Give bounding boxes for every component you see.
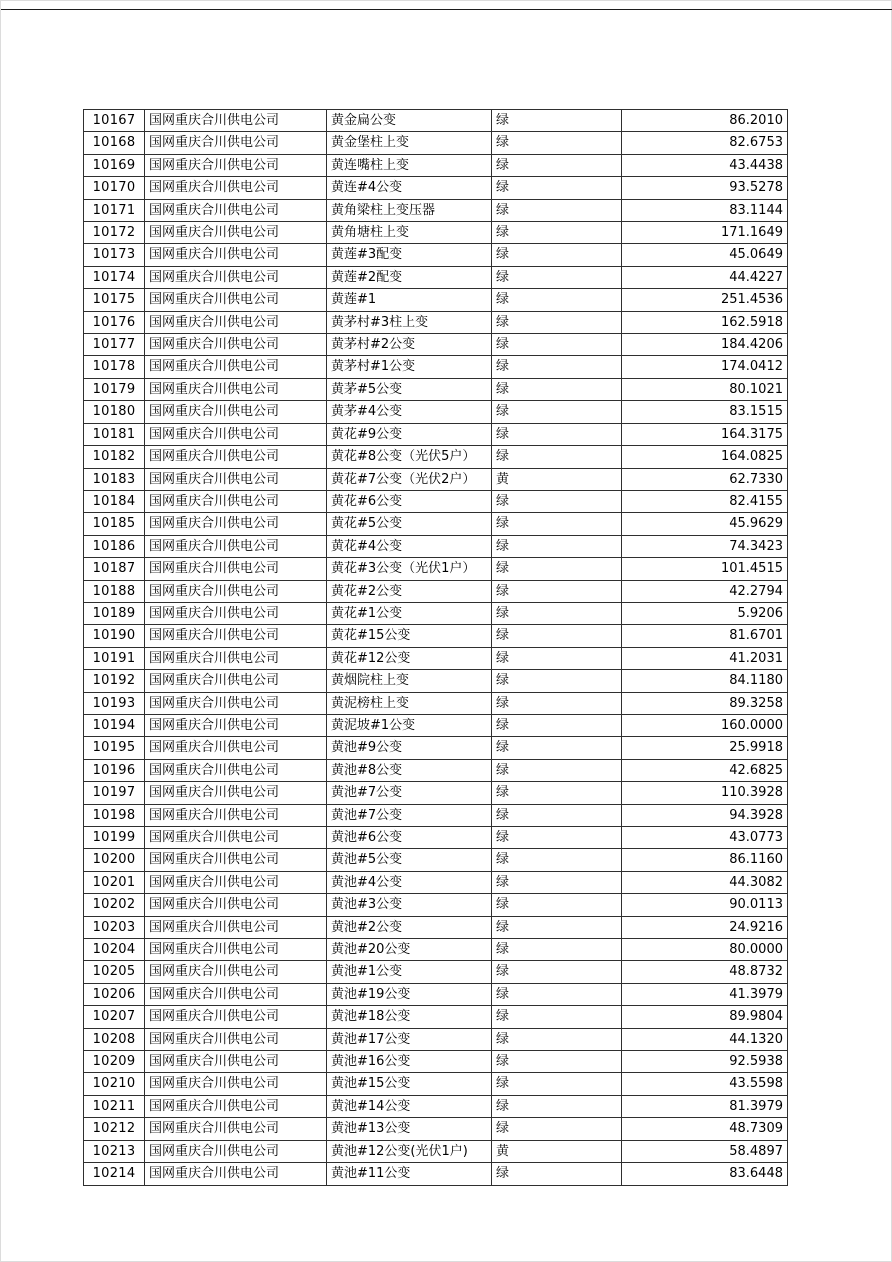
company-cell: 国网重庆合川供电公司 <box>145 782 327 804</box>
value-cell: 82.6753 <box>622 132 788 154</box>
transformer-name-cell: 黄茅村#3柱上变 <box>327 311 492 333</box>
row-id-cell: 10204 <box>84 939 145 961</box>
table-row <box>84 244 788 266</box>
company-cell: 国网重庆合川供电公司 <box>145 558 327 580</box>
row-id-cell: 10199 <box>84 827 145 849</box>
transformer-name-cell: 黄泥榜柱上变 <box>327 692 492 714</box>
row-id-cell: 10168 <box>84 132 145 154</box>
status-cell: 绿 <box>492 849 622 871</box>
transformer-name-cell: 黄烟院柱上变 <box>327 670 492 692</box>
company-cell: 国网重庆合川供电公司 <box>145 894 327 916</box>
row-id-cell: 10186 <box>84 535 145 557</box>
status-cell: 绿 <box>492 894 622 916</box>
value-cell: 86.1160 <box>622 849 788 871</box>
row-id-cell: 10181 <box>84 423 145 445</box>
status-cell: 绿 <box>492 871 622 893</box>
transformer-name-cell: 黄池#2公变 <box>327 916 492 938</box>
status-cell: 绿 <box>492 916 622 938</box>
status-cell: 绿 <box>492 782 622 804</box>
row-id-cell: 10178 <box>84 356 145 378</box>
row-id-cell: 10173 <box>84 244 145 266</box>
transformer-name-cell: 黄花#7公变（光伏2户） <box>327 468 492 490</box>
transformer-name-cell: 黄花#1公变 <box>327 602 492 624</box>
table-row <box>84 1118 788 1140</box>
table-row <box>84 714 788 736</box>
value-cell: 58.4897 <box>622 1140 788 1162</box>
company-cell: 国网重庆合川供电公司 <box>145 401 327 423</box>
status-cell: 绿 <box>492 289 622 311</box>
table-row <box>84 1028 788 1050</box>
transformer-name-cell: 黄池#19公变 <box>327 983 492 1005</box>
company-cell: 国网重庆合川供电公司 <box>145 647 327 669</box>
value-cell: 44.1320 <box>622 1028 788 1050</box>
transformer-name-cell: 黄池#1公变 <box>327 961 492 983</box>
table-row <box>84 311 788 333</box>
row-id-cell: 10167 <box>84 110 145 132</box>
table-row <box>84 423 788 445</box>
row-id-cell: 10183 <box>84 468 145 490</box>
row-id-cell: 10190 <box>84 625 145 647</box>
transformer-name-cell: 黄角梁柱上变压器 <box>327 199 492 221</box>
table-row <box>84 266 788 288</box>
table-row <box>84 513 788 535</box>
company-cell: 国网重庆合川供电公司 <box>145 737 327 759</box>
transformer-name-cell: 黄池#7公变 <box>327 804 492 826</box>
transformer-name-cell: 黄花#6公变 <box>327 490 492 512</box>
status-cell: 绿 <box>492 266 622 288</box>
value-cell: 42.6825 <box>622 759 788 781</box>
row-id-cell: 10197 <box>84 782 145 804</box>
company-cell: 国网重庆合川供电公司 <box>145 1006 327 1028</box>
table-body <box>84 110 788 1186</box>
company-cell: 国网重庆合川供电公司 <box>145 714 327 736</box>
value-cell: 44.4227 <box>622 266 788 288</box>
company-cell: 国网重庆合川供电公司 <box>145 1095 327 1117</box>
status-cell: 绿 <box>492 827 622 849</box>
table-row <box>84 468 788 490</box>
row-id-cell: 10177 <box>84 334 145 356</box>
row-id-cell: 10201 <box>84 871 145 893</box>
value-cell: 43.0773 <box>622 827 788 849</box>
company-cell: 国网重庆合川供电公司 <box>145 468 327 490</box>
status-cell: 绿 <box>492 423 622 445</box>
table-row <box>84 154 788 176</box>
row-id-cell: 10194 <box>84 714 145 736</box>
status-cell: 绿 <box>492 1051 622 1073</box>
value-cell: 160.0000 <box>622 714 788 736</box>
status-cell: 绿 <box>492 939 622 961</box>
company-cell: 国网重庆合川供电公司 <box>145 378 327 400</box>
transformer-name-cell: 黄花#4公变 <box>327 535 492 557</box>
table-row <box>84 334 788 356</box>
company-cell: 国网重庆合川供电公司 <box>145 334 327 356</box>
company-cell: 国网重庆合川供电公司 <box>145 177 327 199</box>
company-cell: 国网重庆合川供电公司 <box>145 244 327 266</box>
table-row <box>84 558 788 580</box>
row-id-cell: 10175 <box>84 289 145 311</box>
transformer-name-cell: 黄池#9公变 <box>327 737 492 759</box>
transformer-name-cell: 黄莲#1 <box>327 289 492 311</box>
row-id-cell: 10174 <box>84 266 145 288</box>
table-row <box>84 446 788 468</box>
table-row <box>84 132 788 154</box>
transformer-name-cell: 黄池#15公变 <box>327 1073 492 1095</box>
value-cell: 93.5278 <box>622 177 788 199</box>
value-cell: 45.9629 <box>622 513 788 535</box>
status-cell: 绿 <box>492 961 622 983</box>
transformer-name-cell: 黄泥坡#1公变 <box>327 714 492 736</box>
table-row <box>84 916 788 938</box>
status-cell: 绿 <box>492 1006 622 1028</box>
status-cell: 绿 <box>492 759 622 781</box>
value-cell: 84.1180 <box>622 670 788 692</box>
table-row <box>84 378 788 400</box>
row-id-cell: 10212 <box>84 1118 145 1140</box>
company-cell: 国网重庆合川供电公司 <box>145 1051 327 1073</box>
company-cell: 国网重庆合川供电公司 <box>145 670 327 692</box>
company-cell: 国网重庆合川供电公司 <box>145 804 327 826</box>
status-cell: 绿 <box>492 1163 622 1185</box>
row-id-cell: 10211 <box>84 1095 145 1117</box>
value-cell: 25.9918 <box>622 737 788 759</box>
transformer-name-cell: 黄茅#5公变 <box>327 378 492 400</box>
table-row <box>84 827 788 849</box>
company-cell: 国网重庆合川供电公司 <box>145 289 327 311</box>
row-id-cell: 10207 <box>84 1006 145 1028</box>
status-cell: 黄 <box>492 1140 622 1162</box>
table-row <box>84 356 788 378</box>
company-cell: 国网重庆合川供电公司 <box>145 513 327 535</box>
row-id-cell: 10206 <box>84 983 145 1005</box>
status-cell: 绿 <box>492 154 622 176</box>
value-cell: 92.5938 <box>622 1051 788 1073</box>
company-cell: 国网重庆合川供电公司 <box>145 199 327 221</box>
transformer-name-cell: 黄茅村#2公变 <box>327 334 492 356</box>
status-cell: 绿 <box>492 535 622 557</box>
row-id-cell: 10205 <box>84 961 145 983</box>
transformer-name-cell: 黄池#17公变 <box>327 1028 492 1050</box>
company-cell: 国网重庆合川供电公司 <box>145 580 327 602</box>
row-id-cell: 10187 <box>84 558 145 580</box>
table-row <box>84 177 788 199</box>
company-cell: 国网重庆合川供电公司 <box>145 423 327 445</box>
row-id-cell: 10185 <box>84 513 145 535</box>
value-cell: 162.5918 <box>622 311 788 333</box>
company-cell: 国网重庆合川供电公司 <box>145 535 327 557</box>
transformer-name-cell: 黄池#12公变(光伏1户) <box>327 1140 492 1162</box>
status-cell: 绿 <box>492 1118 622 1140</box>
transformer-name-cell: 黄池#4公变 <box>327 871 492 893</box>
company-cell: 国网重庆合川供电公司 <box>145 1163 327 1185</box>
value-cell: 184.4206 <box>622 334 788 356</box>
value-cell: 74.3423 <box>622 535 788 557</box>
table-row <box>84 692 788 714</box>
row-id-cell: 10198 <box>84 804 145 826</box>
company-cell: 国网重庆合川供电公司 <box>145 1140 327 1162</box>
transformer-name-cell: 黄角塘柱上变 <box>327 222 492 244</box>
status-cell: 绿 <box>492 1073 622 1095</box>
company-cell: 国网重庆合川供电公司 <box>145 916 327 938</box>
table-row <box>84 670 788 692</box>
row-id-cell: 10191 <box>84 647 145 669</box>
transformer-name-cell: 黄茅#4公变 <box>327 401 492 423</box>
status-cell: 绿 <box>492 490 622 512</box>
value-cell: 251.4536 <box>622 289 788 311</box>
row-id-cell: 10172 <box>84 222 145 244</box>
row-id-cell: 10209 <box>84 1051 145 1073</box>
table-row <box>84 1095 788 1117</box>
company-cell: 国网重庆合川供电公司 <box>145 356 327 378</box>
transformer-name-cell: 黄莲#3配变 <box>327 244 492 266</box>
status-cell: 绿 <box>492 356 622 378</box>
row-id-cell: 10170 <box>84 177 145 199</box>
table-row <box>84 737 788 759</box>
transformer-name-cell: 黄花#2公变 <box>327 580 492 602</box>
company-cell: 国网重庆合川供电公司 <box>145 602 327 624</box>
transformer-name-cell: 黄金扁公变 <box>327 110 492 132</box>
row-id-cell: 10203 <box>84 916 145 938</box>
row-id-cell: 10176 <box>84 311 145 333</box>
company-cell: 国网重庆合川供电公司 <box>145 110 327 132</box>
value-cell: 164.0825 <box>622 446 788 468</box>
value-cell: 43.5598 <box>622 1073 788 1095</box>
transformer-name-cell: 黄池#3公变 <box>327 894 492 916</box>
value-cell: 171.1649 <box>622 222 788 244</box>
row-id-cell: 10184 <box>84 490 145 512</box>
table-row <box>84 939 788 961</box>
table-row <box>84 1073 788 1095</box>
transformer-table <box>83 109 788 1186</box>
status-cell: 绿 <box>492 132 622 154</box>
status-cell: 绿 <box>492 222 622 244</box>
transformer-name-cell: 黄花#12公变 <box>327 647 492 669</box>
table-row <box>84 849 788 871</box>
company-cell: 国网重庆合川供电公司 <box>145 827 327 849</box>
company-cell: 国网重庆合川供电公司 <box>145 1073 327 1095</box>
value-cell: 80.1021 <box>622 378 788 400</box>
table-row <box>84 222 788 244</box>
status-cell: 绿 <box>492 625 622 647</box>
value-cell: 164.3175 <box>622 423 788 445</box>
value-cell: 62.7330 <box>622 468 788 490</box>
table-row <box>84 401 788 423</box>
value-cell: 83.6448 <box>622 1163 788 1185</box>
table-row <box>84 199 788 221</box>
table-row <box>84 782 788 804</box>
transformer-name-cell: 黄池#20公变 <box>327 939 492 961</box>
status-cell: 绿 <box>492 1028 622 1050</box>
status-cell: 绿 <box>492 737 622 759</box>
status-cell: 绿 <box>492 558 622 580</box>
row-id-cell: 10169 <box>84 154 145 176</box>
row-id-cell: 10200 <box>84 849 145 871</box>
value-cell: 89.9804 <box>622 1006 788 1028</box>
transformer-name-cell: 黄花#5公变 <box>327 513 492 535</box>
page-top-rule <box>1 9 892 10</box>
row-id-cell: 10189 <box>84 602 145 624</box>
company-cell: 国网重庆合川供电公司 <box>145 849 327 871</box>
row-id-cell: 10192 <box>84 670 145 692</box>
transformer-name-cell: 黄花#9公变 <box>327 423 492 445</box>
value-cell: 42.2794 <box>622 580 788 602</box>
table-row <box>84 625 788 647</box>
status-cell: 绿 <box>492 983 622 1005</box>
row-id-cell: 10208 <box>84 1028 145 1050</box>
table-row <box>84 804 788 826</box>
table-row <box>84 1163 788 1185</box>
value-cell: 81.6701 <box>622 625 788 647</box>
company-cell: 国网重庆合川供电公司 <box>145 961 327 983</box>
status-cell: 绿 <box>492 177 622 199</box>
table-row <box>84 983 788 1005</box>
company-cell: 国网重庆合川供电公司 <box>145 1118 327 1140</box>
value-cell: 83.1144 <box>622 199 788 221</box>
company-cell: 国网重庆合川供电公司 <box>145 154 327 176</box>
company-cell: 国网重庆合川供电公司 <box>145 266 327 288</box>
transformer-name-cell: 黄池#14公变 <box>327 1095 492 1117</box>
value-cell: 94.3928 <box>622 804 788 826</box>
row-id-cell: 10182 <box>84 446 145 468</box>
value-cell: 41.2031 <box>622 647 788 669</box>
row-id-cell: 10193 <box>84 692 145 714</box>
status-cell: 绿 <box>492 244 622 266</box>
transformer-name-cell: 黄茅村#1公变 <box>327 356 492 378</box>
company-cell: 国网重庆合川供电公司 <box>145 939 327 961</box>
value-cell: 83.1515 <box>622 401 788 423</box>
transformer-name-cell: 黄金堡柱上变 <box>327 132 492 154</box>
table-row <box>84 1006 788 1028</box>
status-cell: 绿 <box>492 580 622 602</box>
transformer-name-cell: 黄池#11公变 <box>327 1163 492 1185</box>
row-id-cell: 10179 <box>84 378 145 400</box>
status-cell: 绿 <box>492 804 622 826</box>
table-row <box>84 535 788 557</box>
transformer-name-cell: 黄连#4公变 <box>327 177 492 199</box>
value-cell: 174.0412 <box>622 356 788 378</box>
row-id-cell: 10213 <box>84 1140 145 1162</box>
table-row <box>84 894 788 916</box>
status-cell: 绿 <box>492 378 622 400</box>
value-cell: 82.4155 <box>622 490 788 512</box>
transformer-name-cell: 黄花#3公变（光伏1户） <box>327 558 492 580</box>
table-row <box>84 602 788 624</box>
company-cell: 国网重庆合川供电公司 <box>145 983 327 1005</box>
transformer-name-cell: 黄花#8公变（光伏5户） <box>327 446 492 468</box>
row-id-cell: 10188 <box>84 580 145 602</box>
status-cell: 绿 <box>492 1095 622 1117</box>
company-cell: 国网重庆合川供电公司 <box>145 759 327 781</box>
table-row <box>84 490 788 512</box>
value-cell: 110.3928 <box>622 782 788 804</box>
company-cell: 国网重庆合川供电公司 <box>145 871 327 893</box>
table-row <box>84 647 788 669</box>
table-row <box>84 871 788 893</box>
table-row <box>84 961 788 983</box>
status-cell: 绿 <box>492 311 622 333</box>
value-cell: 81.3979 <box>622 1095 788 1117</box>
row-id-cell: 10180 <box>84 401 145 423</box>
transformer-name-cell: 黄池#8公变 <box>327 759 492 781</box>
status-cell: 绿 <box>492 670 622 692</box>
value-cell: 101.4515 <box>622 558 788 580</box>
row-id-cell: 10195 <box>84 737 145 759</box>
value-cell: 90.0113 <box>622 894 788 916</box>
company-cell: 国网重庆合川供电公司 <box>145 222 327 244</box>
status-cell: 绿 <box>492 110 622 132</box>
value-cell: 41.3979 <box>622 983 788 1005</box>
transformer-name-cell: 黄连嘴柱上变 <box>327 154 492 176</box>
transformer-name-cell: 黄花#15公变 <box>327 625 492 647</box>
status-cell: 绿 <box>492 199 622 221</box>
table-row <box>84 759 788 781</box>
value-cell: 80.0000 <box>622 939 788 961</box>
row-id-cell: 10196 <box>84 759 145 781</box>
company-cell: 国网重庆合川供电公司 <box>145 625 327 647</box>
status-cell: 绿 <box>492 692 622 714</box>
table-row <box>84 1140 788 1162</box>
company-cell: 国网重庆合川供电公司 <box>145 446 327 468</box>
transformer-name-cell: 黄池#18公变 <box>327 1006 492 1028</box>
status-cell: 绿 <box>492 602 622 624</box>
value-cell: 86.2010 <box>622 110 788 132</box>
value-cell: 45.0649 <box>622 244 788 266</box>
company-cell: 国网重庆合川供电公司 <box>145 692 327 714</box>
company-cell: 国网重庆合川供电公司 <box>145 132 327 154</box>
status-cell: 绿 <box>492 401 622 423</box>
row-id-cell: 10171 <box>84 199 145 221</box>
status-cell: 绿 <box>492 714 622 736</box>
status-cell: 绿 <box>492 647 622 669</box>
transformer-name-cell: 黄池#16公变 <box>327 1051 492 1073</box>
transformer-name-cell: 黄池#6公变 <box>327 827 492 849</box>
value-cell: 89.3258 <box>622 692 788 714</box>
transformer-name-cell: 黄莲#2配变 <box>327 266 492 288</box>
transformer-name-cell: 黄池#5公变 <box>327 849 492 871</box>
table-row <box>84 580 788 602</box>
transformer-name-cell: 黄池#13公变 <box>327 1118 492 1140</box>
company-cell: 国网重庆合川供电公司 <box>145 311 327 333</box>
table-row <box>84 1051 788 1073</box>
status-cell: 绿 <box>492 334 622 356</box>
value-cell: 43.4438 <box>622 154 788 176</box>
status-cell: 黄 <box>492 468 622 490</box>
value-cell: 48.8732 <box>622 961 788 983</box>
table-row <box>84 110 788 132</box>
company-cell: 国网重庆合川供电公司 <box>145 490 327 512</box>
row-id-cell: 10202 <box>84 894 145 916</box>
status-cell: 绿 <box>492 513 622 535</box>
row-id-cell: 10210 <box>84 1073 145 1095</box>
company-cell: 国网重庆合川供电公司 <box>145 1028 327 1050</box>
row-id-cell: 10214 <box>84 1163 145 1185</box>
table-row <box>84 289 788 311</box>
value-cell: 48.7309 <box>622 1118 788 1140</box>
value-cell: 44.3082 <box>622 871 788 893</box>
value-cell: 24.9216 <box>622 916 788 938</box>
status-cell: 绿 <box>492 446 622 468</box>
value-cell: 5.9206 <box>622 602 788 624</box>
transformer-name-cell: 黄池#7公变 <box>327 782 492 804</box>
